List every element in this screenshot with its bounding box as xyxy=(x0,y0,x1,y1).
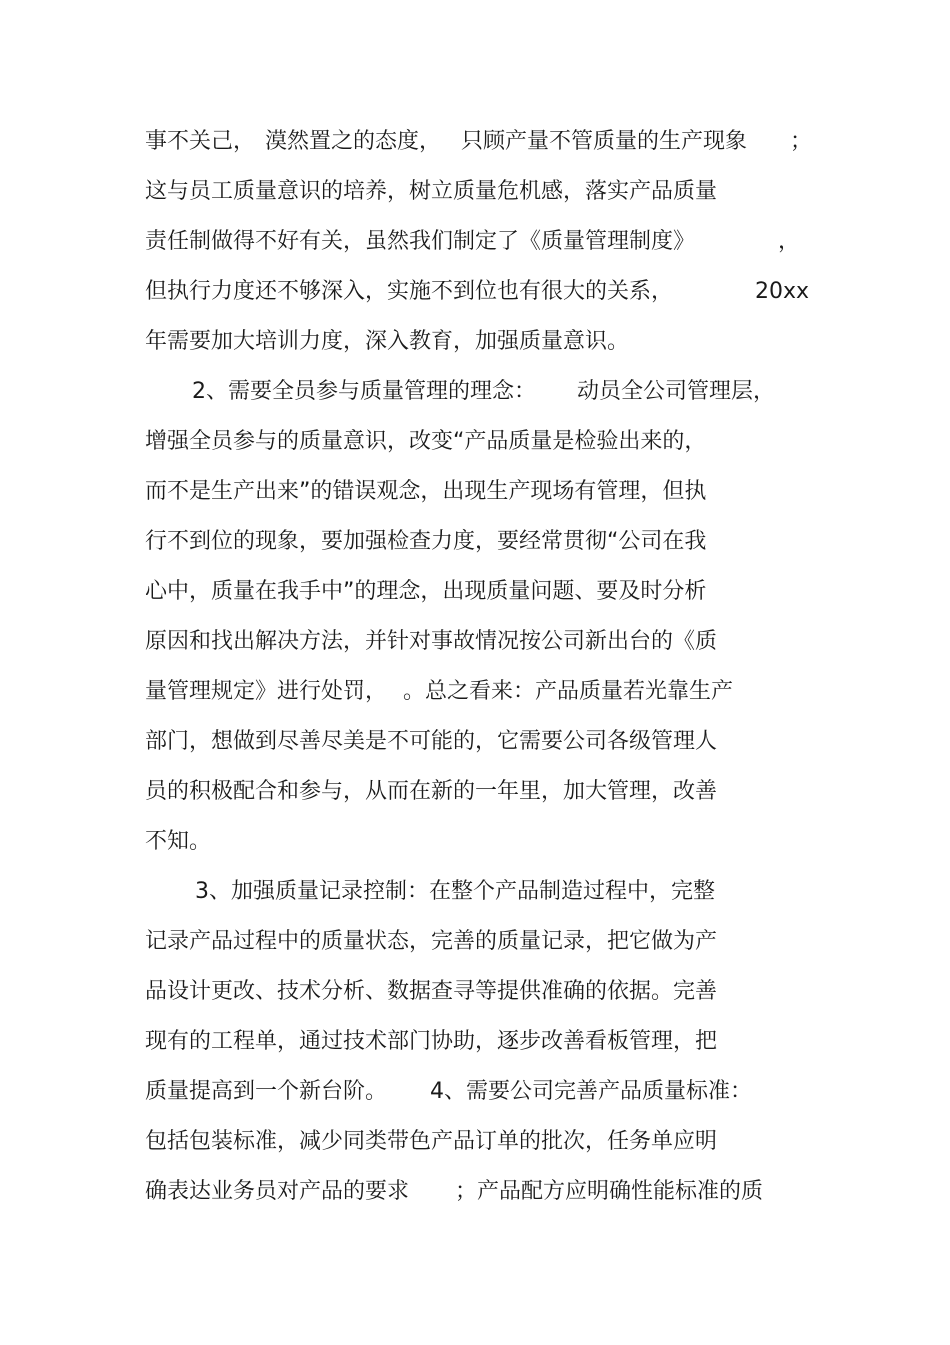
text-segment: 。总之看来：产品质量若光靠生产 xyxy=(403,679,734,704)
text-segment: ； xyxy=(790,129,813,154)
text-segment: 4、需要公司完善产品质量标准： xyxy=(430,1079,752,1104)
text-segment: 原因和找出解决方法，并针对事故情况按公司新出台的《质 xyxy=(145,629,718,654)
text-segment: 动员全公司管理层， xyxy=(577,379,776,404)
text-segment: 增强全员参与的质量意识，改变“产品质量是检验出来的， xyxy=(145,429,707,454)
text-segment: 包括包装标准，减少同类带色产品订单的批次，任务单应明 xyxy=(145,1129,718,1154)
text-segment: 部门，想做到尽善尽美是不可能的，它需要公司各级管理人 xyxy=(145,729,718,754)
text-segment: 但执行力度还不够深入，实施不到位也有很大的关系， xyxy=(145,279,674,304)
text-segment: 现有的工程单，通过技术部门协助，逐步改善看板管理，把 xyxy=(145,1029,718,1054)
text-segment: 确表达业务员对产品的要求 xyxy=(145,1179,410,1204)
text-segment: 只顾产量不管质量的生产现象 xyxy=(461,129,748,154)
text-segment: 2、需要全员参与质量管理的理念： xyxy=(192,379,536,404)
text-segment: 量管理规定》进行处罚， xyxy=(145,679,388,704)
text-segment: 事不关己， xyxy=(145,129,256,154)
text-segment: 不知。 xyxy=(145,829,212,854)
text-segment: 品设计更改、技术分析、数据查寻等提供准确的依据。完善 xyxy=(145,979,718,1004)
text-segment: 行不到位的现象，要加强检查力度，要经常贯彻“公司在我 xyxy=(145,529,707,554)
text-segment: 20xx xyxy=(755,279,810,304)
text-segment: 年需要加大培训力度，深入教育，加强质量意识。 xyxy=(145,329,630,354)
text-segment: 员的积极配合和参与，从而在新的一年里，加大管理，改善 xyxy=(145,779,718,804)
text-segment: 漠然置之的态度， xyxy=(265,129,442,154)
text-segment: 心中，质量在我手中”的理念，出现质量问题、要及时分析 xyxy=(145,579,707,604)
text-segment: 责任制做得不好有关，虽然我们制定了《质量管理制度》 xyxy=(145,229,696,254)
text-segment: 这与员工质量意识的培养，树立质量危机感，落实产品质量 xyxy=(145,179,718,204)
text-segment: ；产品配方应明确性能标准的质 xyxy=(455,1179,764,1204)
text-segment: 3、加强质量记录控制：在整个产品制造过程中，完整 xyxy=(195,879,715,904)
text-segment: 记录产品过程中的质量状态，完善的质量记录，把它做为产 xyxy=(145,929,718,954)
text-segment: ， xyxy=(778,229,801,254)
text-segment: 而不是生产出来”的错误观念，出现生产现场有管理，但执 xyxy=(145,479,707,504)
text-segment: 质量提高到一个新台阶。 xyxy=(145,1079,388,1104)
